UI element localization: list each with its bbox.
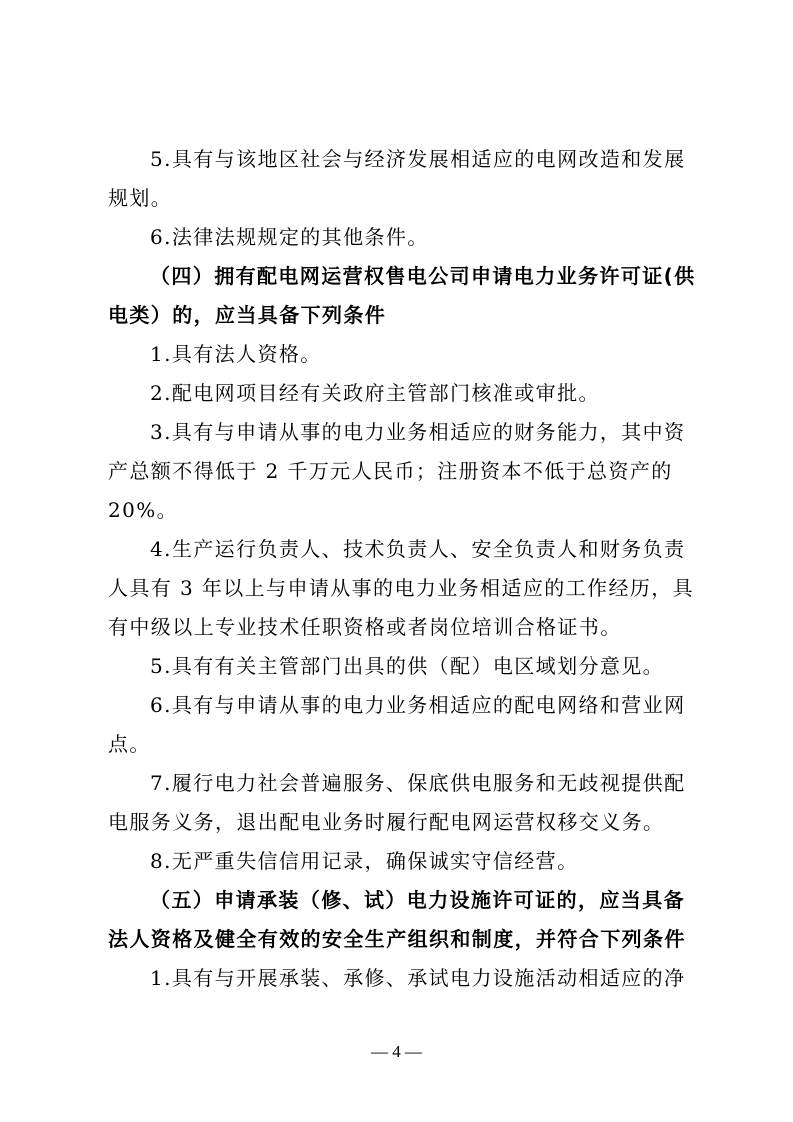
paragraph-line: 电服务义务，退出配电业务时履行配电网运营权移交义务。 [108,810,665,834]
paragraph-line: 6.法律法规规定的其他条件。 [150,225,429,249]
paragraph-line: 6.具有与申请从事的电力业务相适应的配电网络和营业网 [150,693,686,717]
paragraph-line: 1.具有与开展承装、承修、承试电力设施活动相适应的净 [150,966,686,990]
paragraph-line: 1.具有法人资格。 [150,342,322,366]
paragraph-line: 8.无严重失信信用记录，确保诚实守信经营。 [150,849,579,873]
paragraph-line: 有中级以上专业技术任职资格或者岗位培训合格证书。 [108,615,622,639]
paragraph-line: 20%。 [108,498,179,522]
paragraph-line: 产总额不得低于 2 千万元人民币；注册资本不低于总资产的 [108,459,673,483]
paragraph-line: 4.生产运行负责人、技术负责人、安全负责人和财务负责 [150,537,686,561]
paragraph-line: 5.具有有关主管部门出具的供（配）电区域划分意见。 [150,654,665,678]
section-heading-line: 电类）的，应当具备下列条件 [108,303,387,327]
paragraph-line: 3.具有与申请从事的电力业务相适应的财务能力，其中资 [150,420,686,444]
paragraph-line: 人具有 3 年以上与申请从事的电力业务相适应的工作经历，具 [108,576,695,600]
section-heading-line: （四）拥有配电网运营权售电公司申请电力业务许可证(供 [150,264,696,288]
page-number: — 4 — [371,1042,422,1061]
paragraph-line: 规划。 [108,186,173,210]
section-heading-line: 法人资格及健全有效的安全生产组织和制度，并符合下列条件 [108,927,686,951]
paragraph-line: 2.配电网项目经有关政府主管部门核准或审批。 [150,381,600,405]
paragraph-line: 5.具有与该地区社会与经济发展相适应的电网改造和发展 [150,147,686,171]
section-heading-line: （五）申请承装（修、试）电力设施许可证的，应当具备 [150,888,685,912]
paragraph-line: 7.履行电力社会普遍服务、保底供电服务和无歧视提供配 [150,771,686,795]
paragraph-line: 点。 [108,732,151,756]
